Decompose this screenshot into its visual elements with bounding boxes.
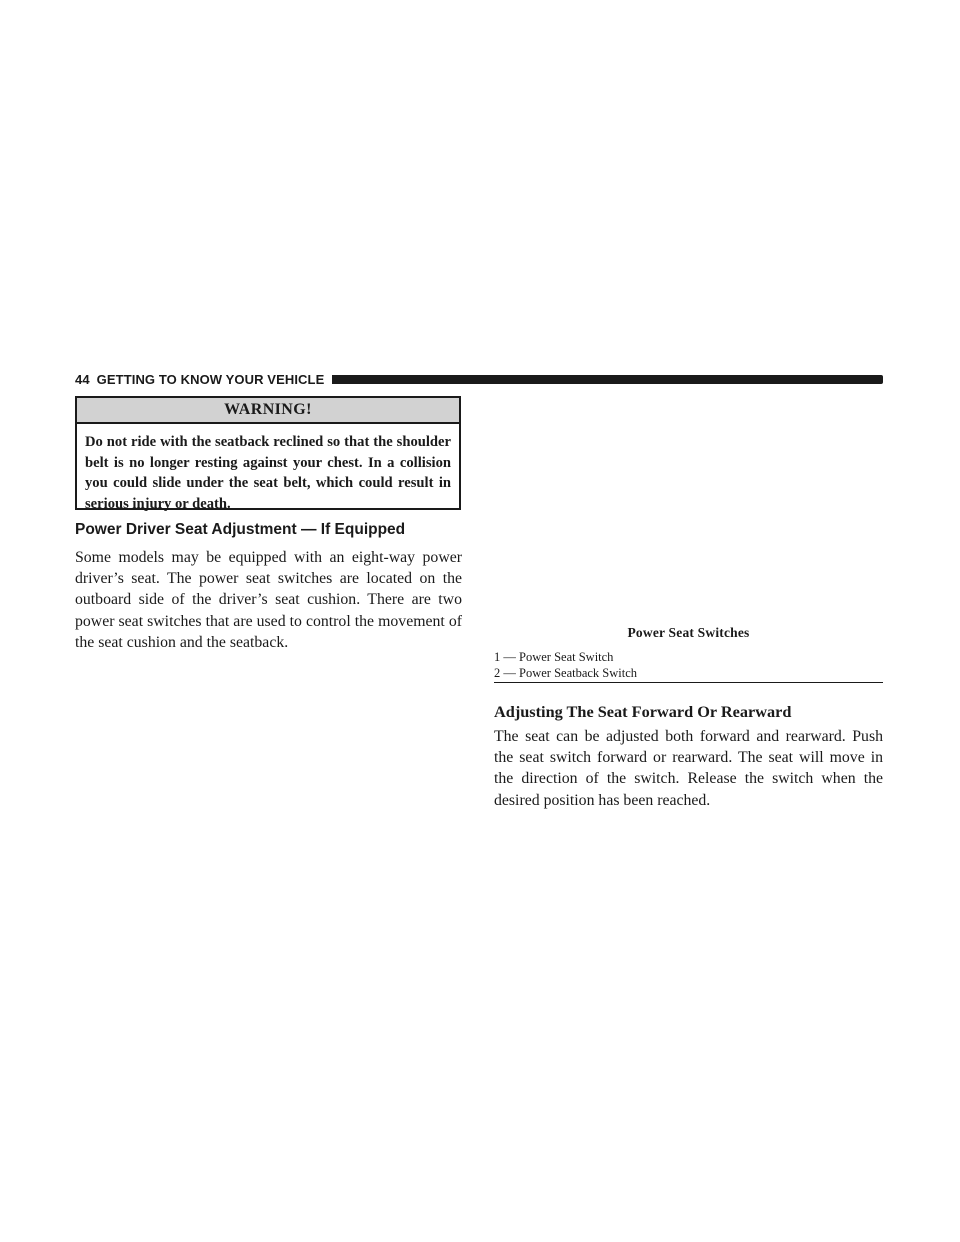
running-header [75, 371, 883, 387]
warning-title: WARNING! [77, 398, 459, 424]
chapter-title: GETTING TO KNOW YOUR VEHICLE [96, 371, 325, 387]
subsection-paragraph: The seat can be adjusted both forward and rearward. Push the seat switch forward or rearward. The seat will move in the direction of the switch. Release the switch when the desired position has been reached. [494, 728, 883, 809]
page-number: 44 [75, 371, 90, 387]
subsection-heading: Adjusting The Seat Forward Or Rearward [494, 702, 792, 721]
figure-legend [494, 650, 883, 681]
running-header-text [75, 372, 324, 387]
header-rule-bar [332, 375, 883, 384]
section-paragraph: Some models may be equipped with an eight-way power driver’s seat. The power seat switches are located on the outboard side of the driver’s seat cushion. There are two power seat switches that are used to control the movement of the seat cushion and the seatback. [75, 549, 462, 651]
legend-item: 1 — Power Seat Switch [494, 650, 614, 664]
legend-divider [494, 682, 883, 683]
legend-item: 2 — Power Seatback Switch [494, 665, 638, 680]
section-heading: Power Driver Seat Adjustment — If Equipped [75, 521, 406, 538]
warning-text: Do not ride with the seatback reclined so that the shoulder belt is no longer resting against your chest. In a collision you could slide under the seat belt, which could result in serious injury or death. [85, 434, 451, 512]
figure-image-area [494, 396, 883, 616]
figure-caption: Power Seat Switches [627, 625, 750, 640]
warning-box [75, 396, 461, 510]
